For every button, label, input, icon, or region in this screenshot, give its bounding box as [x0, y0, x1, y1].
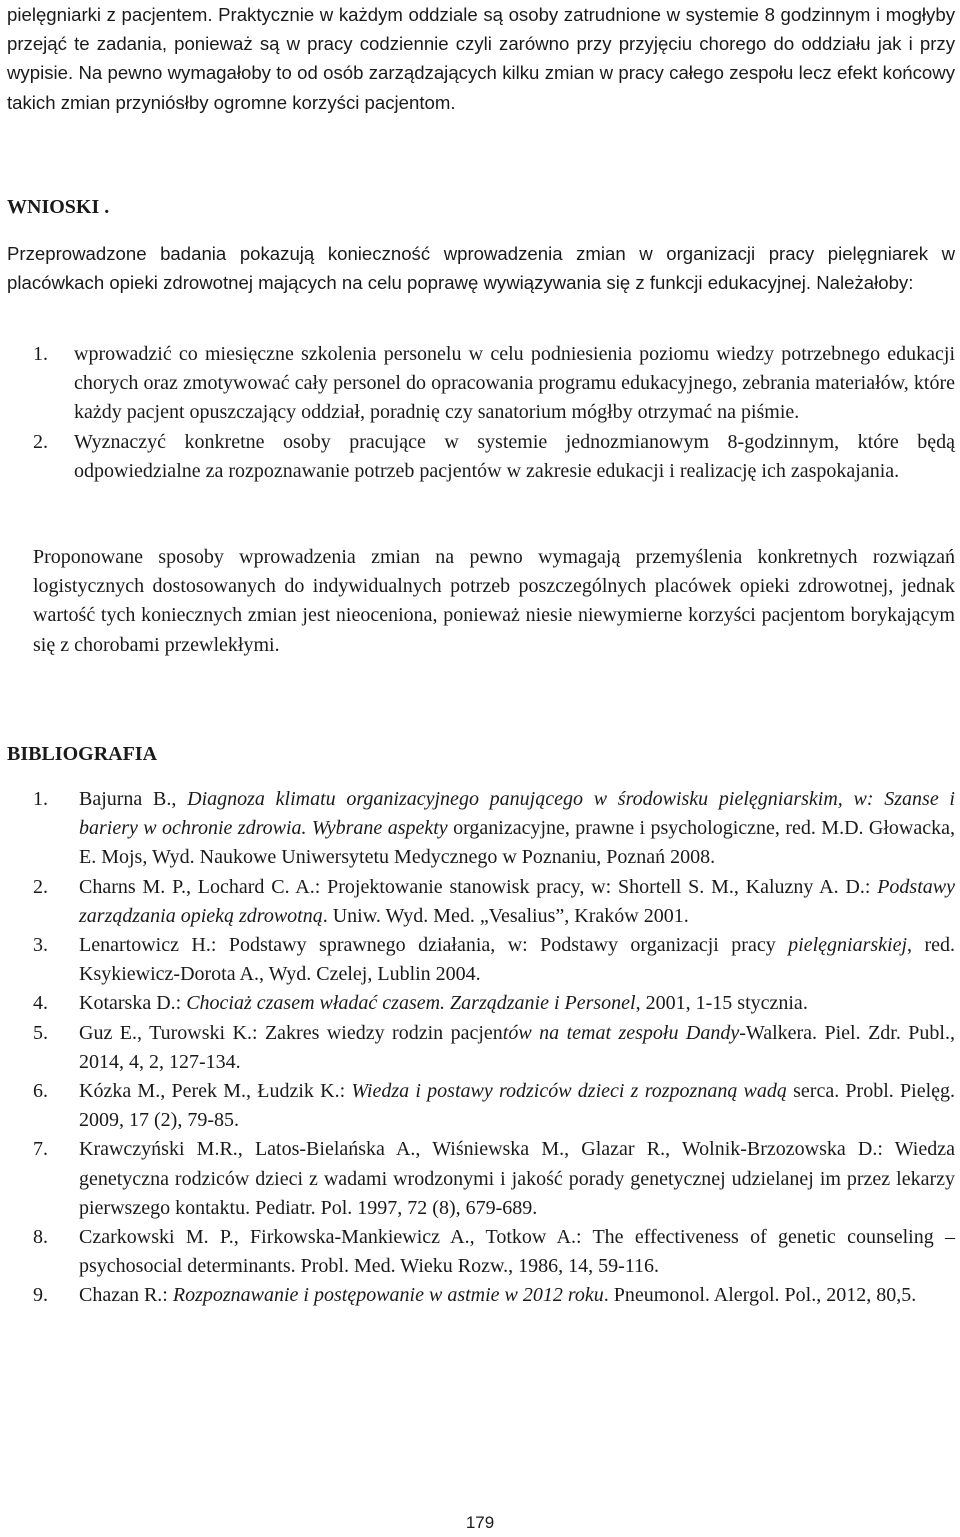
bibliography-item [33, 785, 955, 873]
bibliography-item-authors: Charns M. P., Lochard C. A.: Projektowanie stanowisk pracy, w: Shortell S. M., Kaluzny A. D.: [79, 875, 878, 898]
conclusion-item-number: 1. [33, 343, 48, 365]
bibliography-item-number: 4. [33, 992, 48, 1015]
bibliography-item-authors: Kózka M., Perek M., Łudzik K.: [79, 1080, 352, 1103]
bibliography-item-details: . Uniw. Wyd. Med. „Vesalius”, Kraków 2001. [322, 904, 689, 927]
bibliography-item-title: tów na temat zespołu Dandy- [502, 1021, 746, 1044]
bibliography-item-number: 1. [33, 788, 48, 810]
conclusions-intro: Przeprowadzone badania pokazują konieczność wprowadzenia zmian w organizacji pracy pielęgniarek w placówkach opieki zdrowotnej mających na celu poprawę wywiązywania się z funkcji edukacyjnej. Należałoby: [7, 243, 955, 294]
bibliography-item-authors: Bajurna B., [79, 788, 188, 810]
bibliography-item-details: , 2001, 1-15 stycznia. [635, 992, 808, 1015]
bibliography-item [33, 931, 955, 989]
conclusions-closing: Proponowane sposoby wprowadzenia zmian na pewno wymagają przemyślenia konkretnych rozwiązań logistycznych dostosowanych do indywidualnych potrzeb poszczególnych placówek opieki zdrowotnej, jednak wartość tych koniecznych zmian jest nieoceniona, ponieważ niesie niewymierne korzyści pacjentom borykającym się z chorobami przewlekłymi. [33, 546, 955, 656]
bibliography-item-title: pielęgniarskiej [788, 934, 908, 957]
bibliography-item-number: 3. [33, 934, 48, 957]
bibliography-item [33, 1135, 955, 1223]
bibliography-item-number: 2. [33, 875, 48, 898]
bibliography-item-authors: Kotarska D.: [79, 992, 187, 1015]
conclusion-item [33, 428, 955, 486]
bibliography-item-title: Rozpoznawanie i postępowanie w astmie w 2012 roku [172, 1284, 604, 1307]
conclusions-heading: WNIOSKI . [7, 196, 110, 218]
bibliography-list [33, 785, 955, 1311]
conclusion-item-text: Wyznaczyć konkretne osoby pracujące w systemie jednozmianowym 8-godzinnym, które będą odpowiedzialne za rozpoznawanie potrzeb pacjentów w zakresie edukacji i realizację ich zaspokajania. [74, 430, 955, 482]
bibliography-item-title: Wiedza i postawy rodziców dzieci z rozpoznaną wadą [351, 1080, 787, 1103]
bibliography-item [33, 1019, 955, 1077]
conclusion-item [33, 340, 955, 428]
bibliography-item-details: serca. Probl. Pielęg. 2009, 17 (2), 79-85. [79, 1080, 956, 1132]
bibliography-item [33, 1077, 955, 1135]
bibliography-item [33, 1223, 955, 1281]
bibliography-item-authors: Krawczyński M.R., Latos-Bielańska A., Wiśniewska M., Glazar R., Wolnik-Brzozowska D.: Wiedza genetyczna rodziców dzieci z wadami wrodzonymi i jakość porady genetycznej udzielanej im przez lekarzy pierwszego kontaktu. Pediatr. Pol. 1997, 72 (8), 679-689. [79, 1138, 955, 1219]
bibliography-item-authors: Lenartowicz H.: Podstawy sprawnego działania, w: Podstawy organizacji pracy [79, 934, 789, 957]
bibliography-item-title: Podstawy zarządzania opieką zdrowotną [79, 875, 955, 927]
bibliography-item-details: , red. Ksykiewicz-Dorota A., Wyd. Czelej, Lublin 2004. [79, 934, 955, 986]
bibliography-heading: BIBLIOGRAFIA [7, 743, 158, 765]
bibliography-item [33, 1281, 955, 1310]
page-number: 179 [465, 1513, 495, 1532]
bibliography-item-details: Walkera. Piel. Zdr. Publ., 2014, 4, 2, 127-134. [79, 1021, 955, 1073]
bibliography-item-number: 8. [33, 1226, 48, 1249]
bibliography-item-authors: Guz E., Turowski K.: Zakres wiedzy rodzin pacjen [79, 1021, 503, 1044]
bibliography-item-details: . Pneumonol. Alergol. Pol., 2012, 80,5. [603, 1284, 917, 1307]
bibliography-item-number: 5. [33, 1021, 48, 1044]
conclusion-item-text: wprowadzić co miesięczne szkolenia personelu w celu podniesienia poziomu wiedzy potrzebnego edukacji chorych oraz zmotywować cały personel do opracowania programu edukacyjnego, zebrania materiałów, które każdy pacjent opuszczający oddział, poradnię czy sanatorium mógłby otrzymać na piśmie. [74, 343, 955, 424]
bibliography-item-number: 6. [33, 1080, 48, 1103]
conclusions-list [33, 340, 955, 486]
bibliography-item-details: organizacyjne, prawne i psychologiczne, red. M.D. Głowacka, E. Mojs, Wyd. Naukowe Uniwersytetu Medycznego w Poznaniu, Poznań 2008. [79, 817, 955, 869]
bibliography-item-number: 7. [33, 1138, 48, 1161]
conclusion-item-number: 2. [33, 430, 48, 453]
bibliography-item [33, 873, 955, 931]
bibliography-item-title: Diagnoza klimatu organizacyjnego panującego w środowisku pielęgniarskim, w: Szanse i bariery w ochronie zdrowia. Wybrane aspekty [79, 788, 955, 840]
intro-paragraph: pielęgniarki z pacjentem. Praktycznie w każdym oddziale są osoby zatrudnione w systemie 8 godzinnym i mogłyby przejąć te zadania, ponieważ są w pracy codziennie czyli zarówno przy przyjęciu chorego do oddziału jak i przy wypisie. Na pewno wymagałoby to od osób zarządzających kilku zmian w pracy całego zespołu lecz efekt końcowy takich zmian przyniósłby ogromne korzyści pacjentom. [7, 4, 955, 113]
bibliography-item-authors: Chazan R.: [79, 1284, 173, 1307]
bibliography-item [33, 989, 955, 1018]
bibliography-item-title: Chociaż czasem władać czasem. Zarządzanie i Personel [186, 992, 636, 1015]
bibliography-item-number: 9. [33, 1284, 48, 1307]
bibliography-item-authors: Czarkowski M. P., Firkowska-Mankiewicz A., Totkow A.: The effectiveness of genetic counseling – psychosocial determinants. Probl. Med. Wieku Rozw., 1986, 14, 59-116. [79, 1226, 955, 1278]
